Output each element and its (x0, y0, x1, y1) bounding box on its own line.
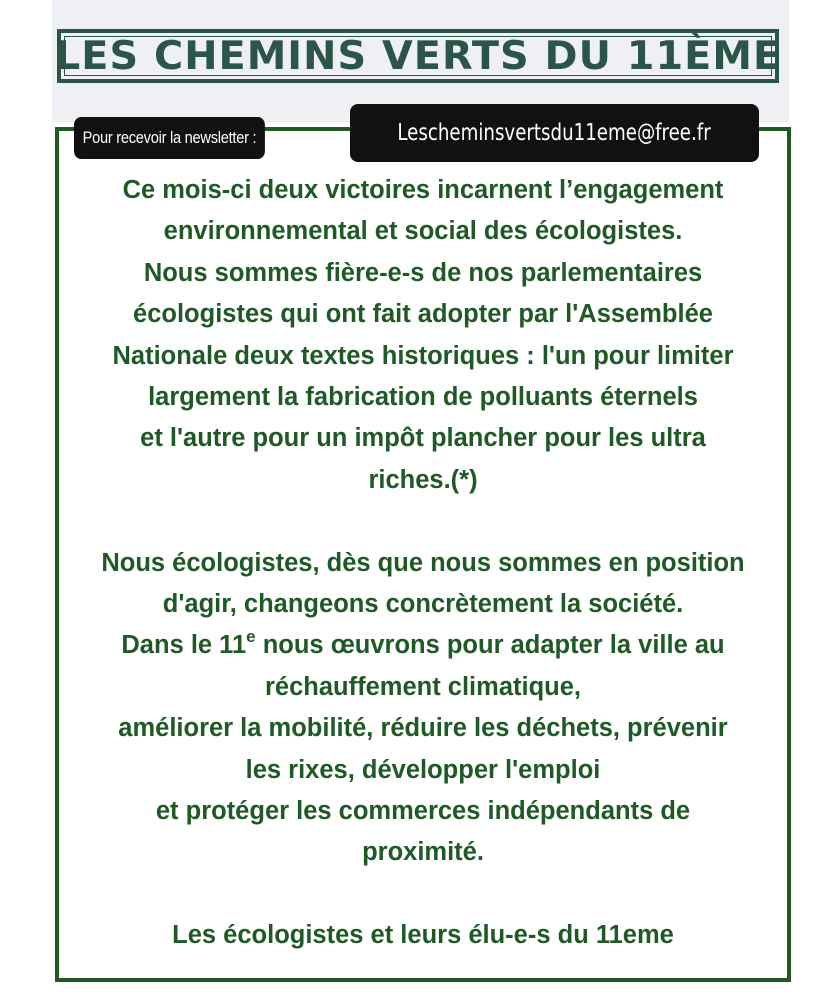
body-line: Nous sommes fière-e-s de nos parlementaires (143, 258, 703, 287)
body-line: environnemental et social des écologistes. (163, 217, 683, 246)
body-line: Nous écologistes, dès que nous sommes en position (101, 548, 745, 577)
body-line: Ce mois-ci deux victoires incarnent l’engagement (122, 176, 724, 204)
body-line: riches.(*) (368, 465, 478, 494)
newsletter-email-text: Lescheminsvertsdu11eme@free.fr (397, 120, 712, 146)
body-line-11e-post: nous œuvrons pour adapter la ville au (255, 631, 725, 660)
superscript-e: e (246, 627, 256, 647)
newsletter-email[interactable] (350, 104, 759, 162)
body-line: les rixes, développer l'emploi (245, 755, 601, 784)
paragraph-action (59, 543, 787, 874)
body-line: proximité. (362, 838, 484, 867)
body-line: largement la fabrication de polluants éternels (148, 383, 698, 412)
page-title: LES CHEMINS VERTS DU 11ÈME (54, 33, 782, 79)
body-line: Nationale deux textes historiques : l'un pour limiter (112, 341, 734, 370)
body-line-11e (59, 625, 787, 666)
body-line-11e-pre: Dans le 11 (121, 631, 247, 660)
newsletter-label: Pour recevoir la newsletter : (74, 117, 265, 159)
title-banner (54, 29, 782, 83)
paragraph-victories (59, 170, 787, 501)
body-line: réchauffement climatique, (265, 672, 581, 701)
body-line: d'agir, changeons concrètement la société. (162, 590, 684, 619)
body-line: améliorer la mobilité, réduire les déchets, prévenir (118, 714, 728, 743)
signature-line: Les écologistes et leurs élu-e-s du 11eme (172, 921, 674, 950)
body-line: et l'autre pour un impôt plancher pour les ultra (140, 424, 706, 453)
signature (59, 915, 787, 956)
body-line: et protéger les commerces indépendants de (155, 797, 691, 826)
body-line: écologistes qui ont fait adopter par l'Assemblée (133, 300, 713, 329)
newsletter-body (59, 170, 787, 957)
